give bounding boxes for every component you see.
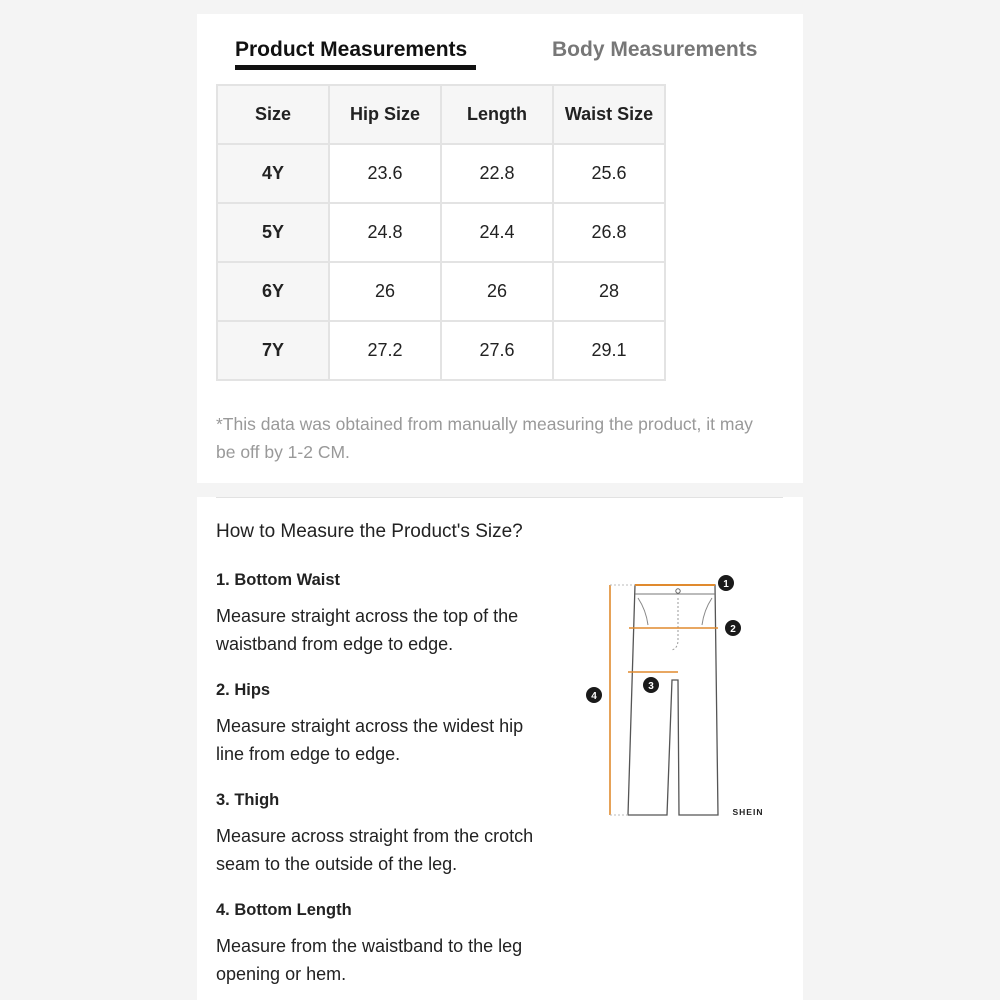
table-row [217, 203, 665, 262]
how-to-measure-title: How to Measure the Product's Size? [216, 521, 523, 542]
header-length: Length [441, 85, 553, 144]
length-cell: 27.6 [441, 321, 553, 380]
waist-cell: 26.8 [553, 203, 665, 262]
length-cell: 24.4 [441, 203, 553, 262]
length-cell: 26 [441, 262, 553, 321]
marker-1-label: 1 [723, 579, 729, 590]
step-title-length: 4. Bottom Length [216, 901, 352, 919]
tab-product-measurements[interactable]: Product Measurements [235, 38, 468, 61]
hip-cell: 24.8 [329, 203, 441, 262]
hip-cell: 26 [329, 262, 441, 321]
marker-2-label: 2 [730, 624, 736, 635]
pants-outline [628, 585, 718, 815]
marker-3-label: 3 [648, 681, 654, 692]
size-table [216, 84, 666, 381]
marker-4-label: 4 [591, 691, 597, 702]
tab-body-measurements[interactable]: Body Measurements [552, 38, 758, 61]
pants-diagram [580, 570, 780, 830]
hip-cell: 27.2 [329, 321, 441, 380]
step-desc-length: Measure from the waistband to the leg opening or hem. [216, 936, 523, 984]
length-cell: 22.8 [441, 144, 553, 203]
header-size: Size [217, 85, 329, 144]
table-row [217, 321, 665, 380]
divider [216, 497, 783, 498]
step-desc-hips: Measure straight across the widest hip line from edge to edge. [216, 716, 524, 764]
table-header-row [217, 85, 665, 144]
size-cell: 7Y [217, 321, 329, 380]
step-title-waist: 1. Bottom Waist [216, 571, 341, 589]
header-hip-size: Hip Size [329, 85, 441, 144]
header-waist-size: Waist Size [553, 85, 665, 144]
table-row [217, 144, 665, 203]
table-row [217, 262, 665, 321]
step-title-thigh: 3. Thigh [216, 791, 280, 809]
size-cell: 4Y [217, 144, 329, 203]
active-tab-indicator [235, 65, 476, 70]
measurements-card [197, 14, 803, 483]
waist-cell: 28 [553, 262, 665, 321]
step-title-hips: 2. Hips [216, 681, 271, 699]
waist-cell: 29.1 [553, 321, 665, 380]
size-cell: 5Y [217, 203, 329, 262]
step-desc-waist: Measure straight across the top of the waistband from edge to edge. [216, 606, 519, 654]
measurement-note: *This data was obtained from manually measuring the product, it may be off by 1-2 CM. [216, 414, 753, 462]
size-cell: 6Y [217, 262, 329, 321]
hip-cell: 23.6 [329, 144, 441, 203]
step-desc-thigh: Measure across straight from the crotch seam to the outside of the leg. [216, 826, 534, 874]
brand-logo: SHEIN [732, 807, 764, 817]
waist-cell: 25.6 [553, 144, 665, 203]
